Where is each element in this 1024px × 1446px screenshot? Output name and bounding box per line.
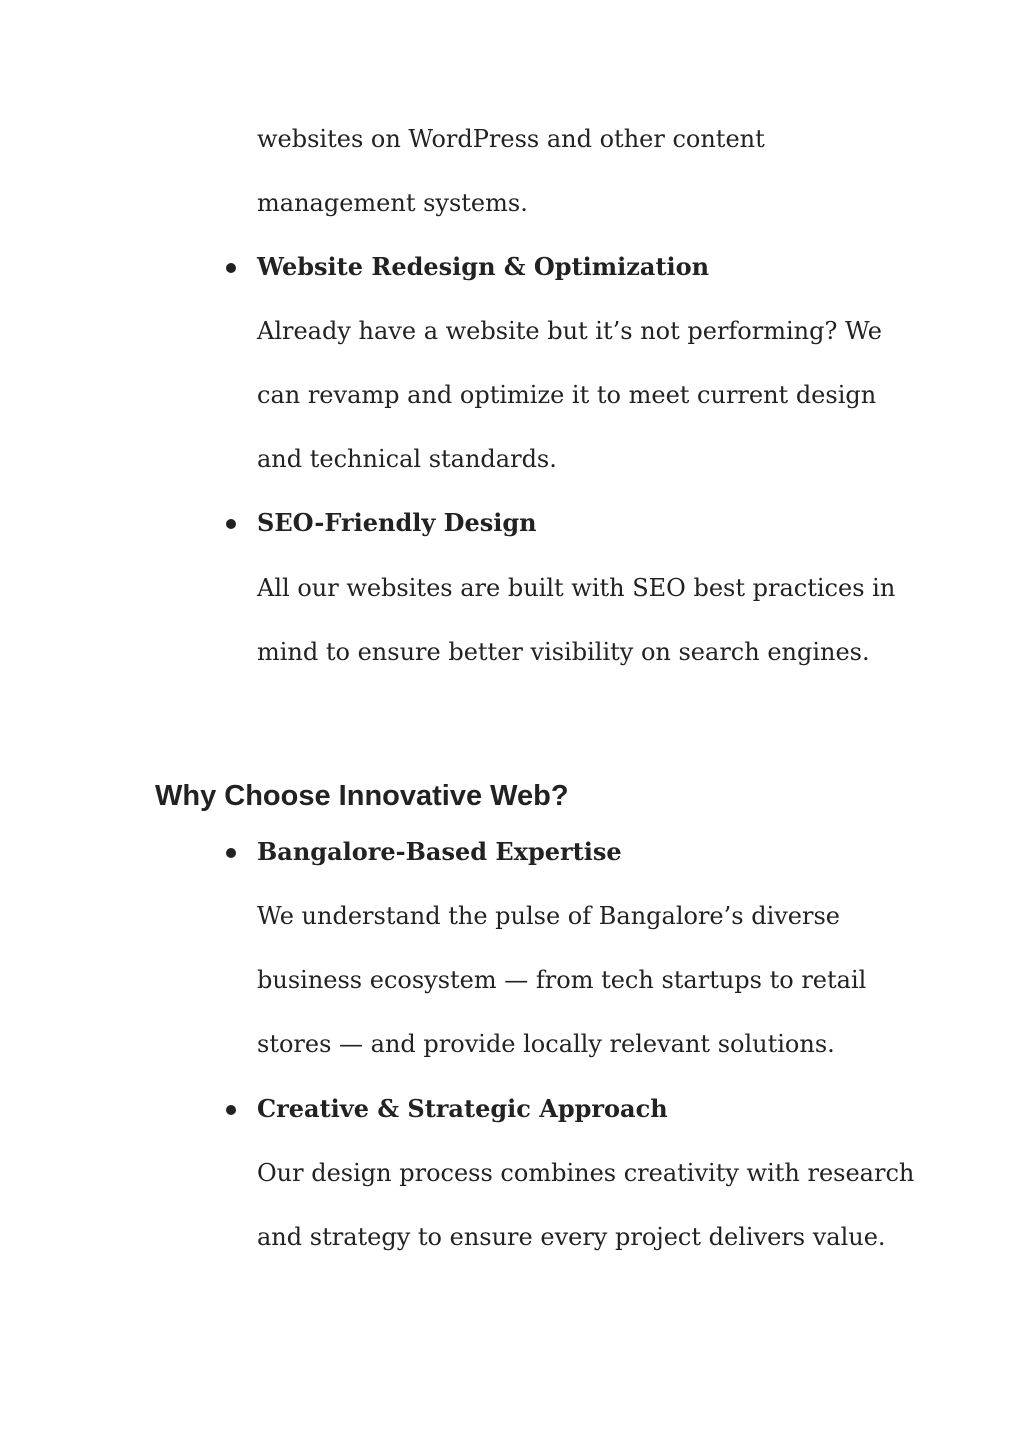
body-text-line: management systems. (257, 189, 528, 217)
body-text-line: Already have a website but it’s not performing? We (257, 317, 882, 345)
list-item-title: Website Redesign & Optimization (257, 252, 710, 281)
body-text-line: websites on WordPress and other content (257, 125, 765, 153)
section-heading: Why Choose Innovative Web? (155, 780, 569, 812)
body-text-line: and technical standards. (257, 445, 557, 473)
body-text-line: can revamp and optimize it to meet current design (257, 381, 877, 409)
body-text-line: mind to ensure better visibility on search engines. (257, 638, 870, 666)
bullet-icon (226, 848, 236, 858)
body-text-line: Our design process combines creativity with research (257, 1159, 915, 1187)
list-item-title: Creative & Strategic Approach (257, 1094, 668, 1123)
body-text-line: business ecosystem — from tech startups to retail (257, 966, 867, 994)
list-item-title: SEO-Friendly Design (257, 508, 537, 537)
bullet-icon (226, 263, 236, 273)
body-text-line: All our websites are built with SEO best practices in (257, 574, 896, 602)
bullet-icon (226, 1105, 236, 1115)
body-text-line: We understand the pulse of Bangalore’s diverse (257, 902, 840, 930)
list-item-title: Bangalore-Based Expertise (257, 837, 622, 866)
body-text-line: stores — and provide locally relevant solutions. (257, 1030, 835, 1058)
bullet-icon (226, 519, 236, 529)
body-text-line: and strategy to ensure every project delivers value. (257, 1223, 886, 1251)
